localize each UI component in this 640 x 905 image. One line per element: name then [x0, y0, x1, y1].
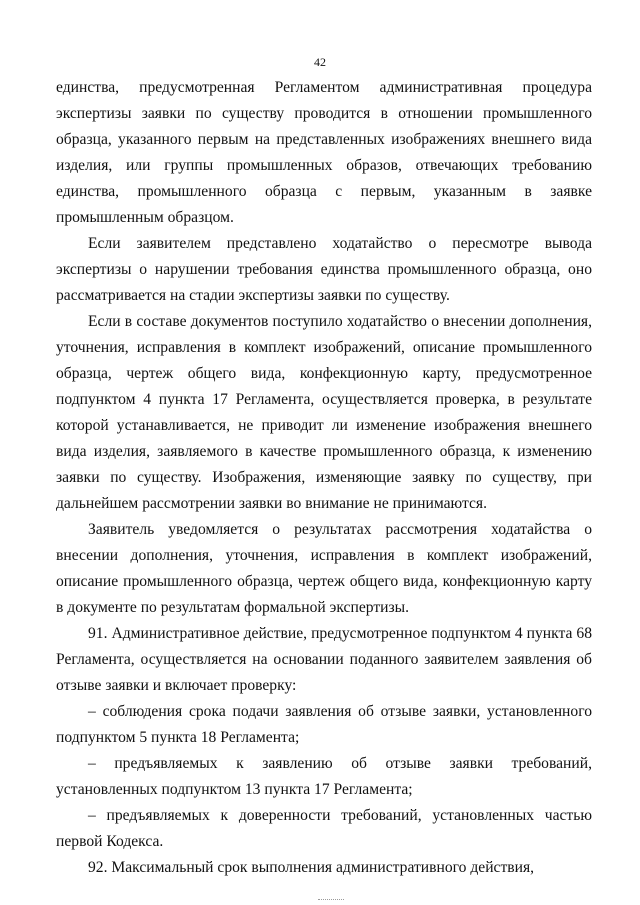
paragraph-unity-review: Если заявителем представлено ходатайство о пересмотре вывода экспертизы о нарушении требования единства промышленного образца, оно рассматривается на стадии экспертизы заявки по существу.: [56, 235, 592, 304]
document-body: [56, 75, 592, 881]
list-item-deadline: – соблюдения срока подачи заявления об отзыве заявки, установленного подпунктом 5 пункта 18 Регламента;: [56, 703, 592, 746]
list-item-power-of-attorney: – предъявляемых к доверенности требований, установленных частью первой Кодекса.: [56, 807, 592, 850]
page-number: 42: [314, 55, 326, 69]
paragraph-item-92: 92. Максимальный срок выполнения административного действия,: [88, 859, 535, 876]
paragraph-continuation: единства, предусмотренная Регламентом административная процедура экспертизы заявки по существу проводится в отношении промышленного образца, указанного первым на представленных изображениях внешнего вида изделия, или группы промышленных образов, отвечающих требованию единства, промышленного образца с первым, указанным в заявке промышленным образцом.: [56, 79, 592, 226]
paragraph-image-amendment: Если в составе документов поступило ходатайство о внесении дополнения, уточнения, исправления в комплект изображений, описание промышленного образца, чертеж общего вида, конфекционную карту, предусмотренное подпунктом 4 пункта 17 Регламента, осуществляется проверка, в результате которой устанавливается, не приводит ли изменение изображения внешнего вида изделия, заявляемого в качестве промышленного образца, к изменению заявки по существу. Изображения, изменяющие заявку по существу, при дальнейшем рассмотрении заявки во внимание не принимаются.: [56, 313, 592, 512]
list-item-withdrawal-requirements: – предъявляемых к заявлению об отзыве заявки требований, установленных подпунктом 13 пункта 17 Регламента;: [56, 755, 592, 798]
paragraph-item-91: 91. Административное действие, предусмотренное подпунктом 4 пункта 68 Регламента, осуществляется на основании поданного заявителем заявления об отзыве заявки и включает проверку:: [56, 625, 592, 694]
scan-artifact: [318, 899, 344, 901]
paragraph-applicant-notice: Заявитель уведомляется о результатах рассмотрения ходатайства о внесении дополнения, уточнения, исправления в комплект изображений, описание промышленного образца, чертеж общего вида, конфекционную карту в документе по результатам формальной экспертизы.: [56, 521, 592, 616]
